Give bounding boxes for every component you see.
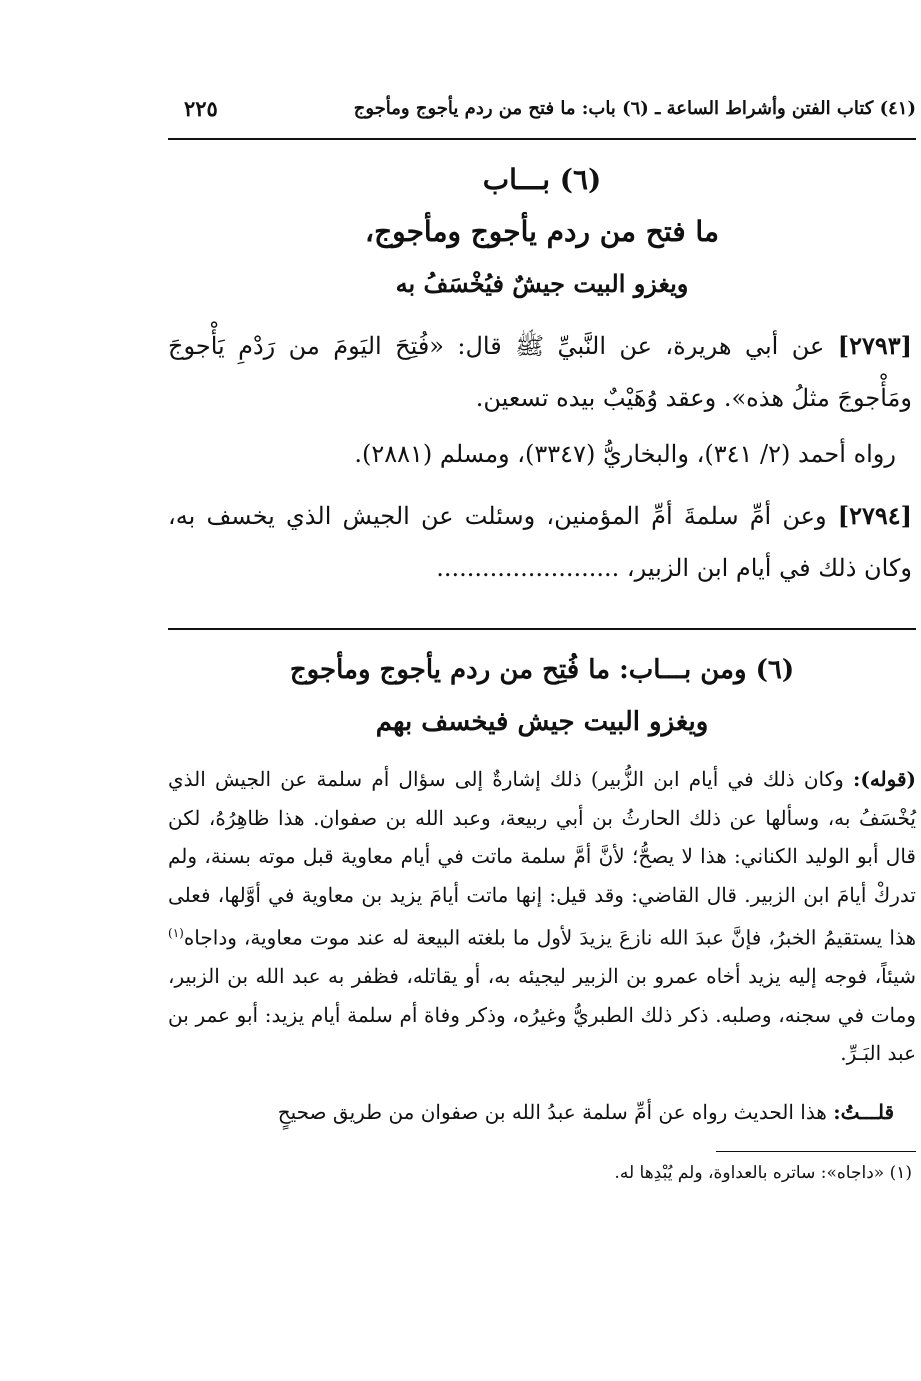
commentary-heading-line-2: ويغزو البيت جيش فيخسف بهم [375, 707, 709, 737]
commentary-lead: (قوله): [852, 767, 916, 791]
hadith-text: وعن أمِّ سلمةَ أمِّ المؤمنين، وسئلت عن الجيش الذي يخسف به، وكان ذلك في أيام ابن الزبير، ........................ [168, 502, 912, 582]
footnote-rule [716, 1151, 916, 1152]
document-page [168, 92, 916, 1205]
hadith-2793 [168, 320, 912, 424]
chapter-title [168, 154, 916, 310]
chapter-title-line-1: ما فتح من ردم يأجوج ومأجوج، [365, 215, 719, 248]
hadith-number: [٢٧٩٤] [837, 501, 912, 530]
footnote: (١) «داجاه»: ساتره بالعداوة، ولم يُبْدِها له. [614, 1162, 912, 1183]
commentary-text-continued: شيئاً، فوجه إليه يزيد أخاه عمرو بن الزبير ليجيئه به، أو يقاتله، فظفر به عبد الله بن الزبير، ومات في سجنه، وصلبه. ذكر ذلك الطبريُّ وغيرُه، وذكر وفاة أم سلمة أيام يزيد: أبو عمر بن عبد البَـرِّ. [168, 964, 917, 1066]
qultu-paragraph [168, 1093, 916, 1131]
chapter-title-line-2: ويغزو البيت جيشٌ فيُخْسَفُ به [395, 269, 689, 298]
hadith-source: رواه أحمد (٢/ ٣٤١)، والبخاريُّ (٣٣٤٧)، ومسلم (٢٨٨١). [354, 440, 896, 468]
hadith-number: [٢٧٩٣] [837, 331, 912, 360]
running-title: (٤١) كتاب الفتن وأشراط الساعة ـ (٦) باب: ما فتح من ردم يأجوج ومأجوج [353, 98, 916, 119]
page-number: ٢٢٥ [184, 96, 218, 121]
page-header [168, 92, 916, 130]
qultu-text: هذا الحديث رواه عن أمِّ سلمة عبدُ الله بن صفوان من طريق صحيحٍ [277, 1099, 827, 1124]
commentary-heading [168, 644, 916, 748]
footnote-reference: (١) [168, 926, 184, 940]
qultu-lead: قلـــتُ: [833, 1099, 894, 1124]
commentary-text: وكان ذلك في أيام ابن الزُّبير) ذلك إشارةٌ إلى سؤال أم سلمة عن الجيش الذي يُخْسَفُ به، وسألها عن ذلك الحارثُ بن أبي ربيعة، وعبد الله بن صفوان. هذا ظاهِرُهُ، لكن قال أبو الوليد الكناني: هذا لا يصحُّ؛ لأنَّ أمَّ سلمة ماتت في أيام معاوية قبل موته بسنة، ولم تدركْ أيامَ ابن الزبير. قال القاضي: وقد قيل: إنها ماتت أيامَ يزيد بن معاوية في أوَّلها، فعلى هذا يستقيمُ الخبرُ، فإنَّ عبدَ الله نازعَ يزيدَ لأول ما بلغته البيعة له عند موت معاوية، وداجاه [168, 767, 916, 950]
section-divider [168, 628, 916, 630]
commentary-paragraph [168, 760, 916, 1073]
chapter-number: (٦) بـــاب [482, 163, 602, 196]
header-rule [168, 138, 916, 140]
hadith-2794 [168, 490, 912, 594]
commentary-heading-line-1: (٦) ومن بـــاب: ما فُتِح من ردم يأجوج ومأجوج [289, 655, 795, 685]
hadith-text: عن أبي هريرة، عن النَّبيِّ ﷺ قال: «فُتِحَ اليَومَ من رَدْمِ يَأْجوجَ ومَأْجوجَ مثلُ هذه». وعقد وُهَيْبٌ بيده تسعين. [168, 332, 912, 412]
